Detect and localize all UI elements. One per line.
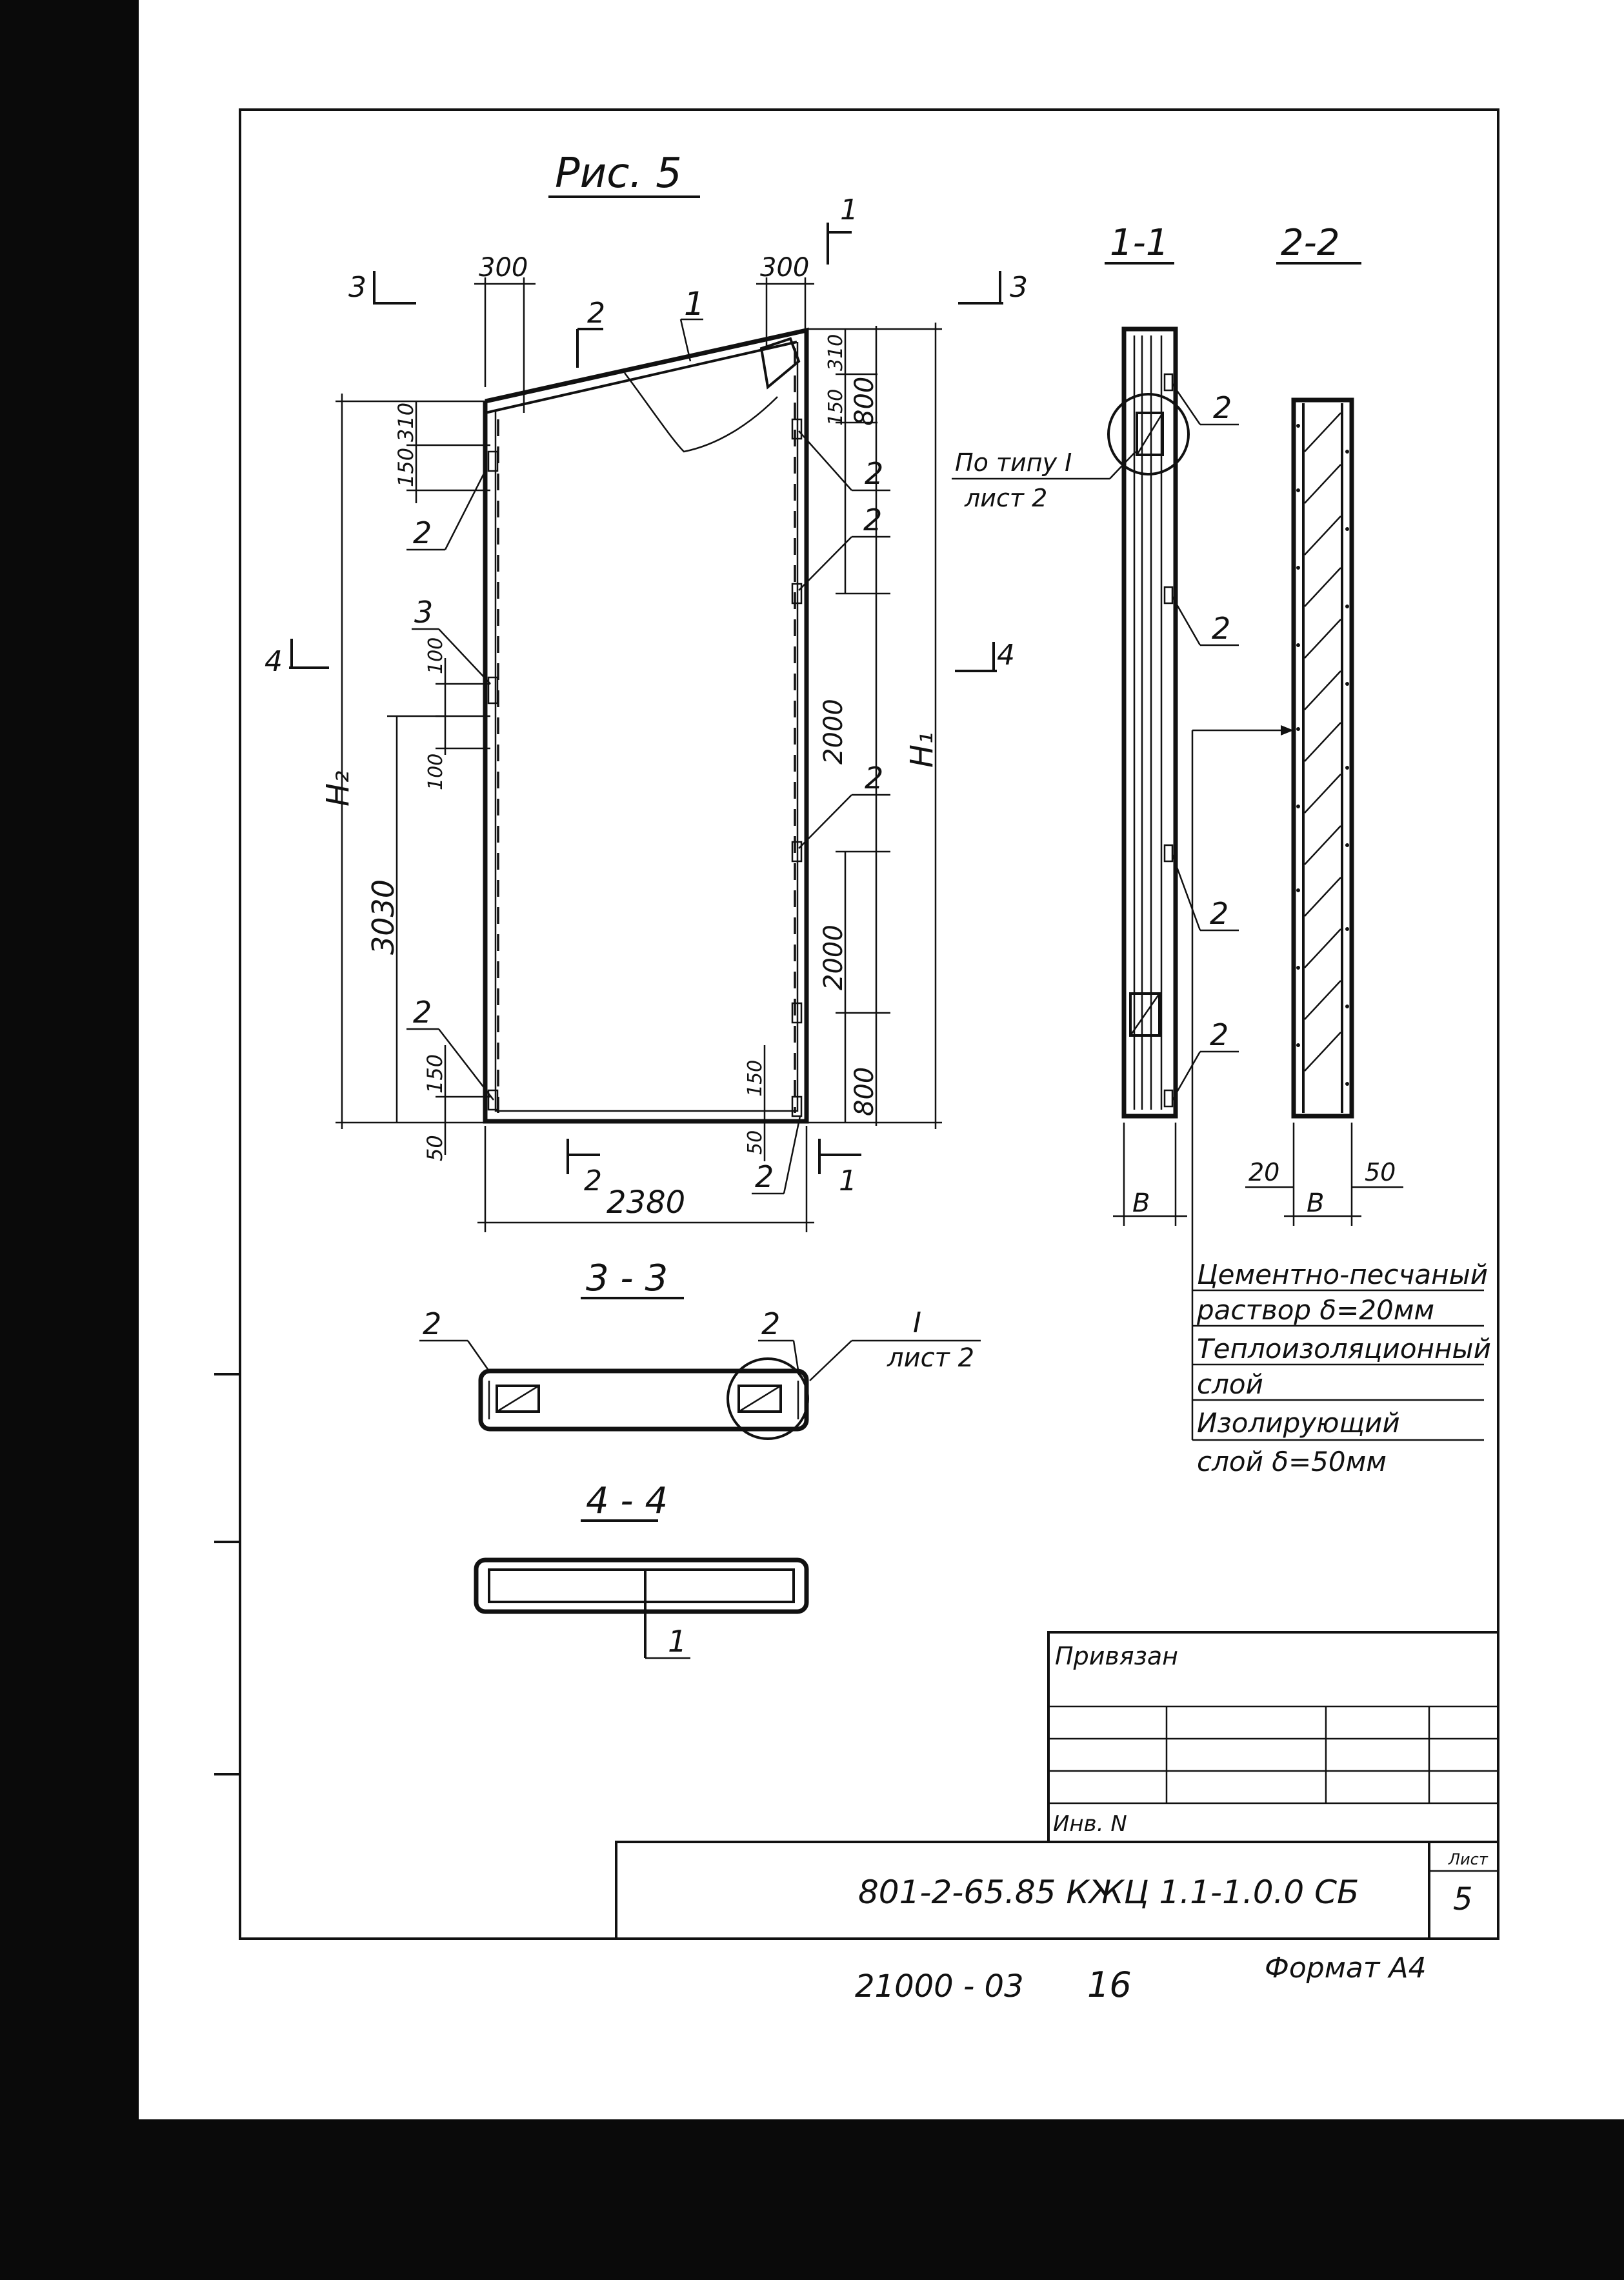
svg-text:1: 1 bbox=[668, 1624, 687, 1659]
svg-text:Теплоизоляционный: Теплоизоляционный bbox=[1197, 1333, 1491, 1365]
svg-text:150: 150 bbox=[394, 447, 418, 487]
svg-text:2: 2 bbox=[863, 503, 883, 537]
svg-text:2: 2 bbox=[1213, 390, 1232, 425]
svg-text:800: 800 bbox=[850, 376, 879, 426]
svg-text:2: 2 bbox=[761, 1306, 781, 1341]
svg-text:B: B bbox=[1307, 1188, 1325, 1218]
svg-text:2: 2 bbox=[865, 456, 884, 491]
footer-format: Формат А4 bbox=[1265, 1952, 1427, 1985]
svg-text:I: I bbox=[913, 1306, 921, 1339]
footer-stamp: 21000 - 03 bbox=[855, 1968, 1024, 2005]
svg-text:H₁: H₁ bbox=[904, 732, 940, 768]
svg-text:2: 2 bbox=[413, 515, 432, 550]
svg-text:1: 1 bbox=[840, 194, 858, 226]
svg-text:H₂: H₂ bbox=[320, 770, 356, 806]
svg-text:800: 800 bbox=[850, 1066, 879, 1116]
svg-text:2000: 2000 bbox=[819, 925, 848, 990]
svg-text:1: 1 bbox=[684, 285, 705, 323]
scan-left-border bbox=[0, 0, 139, 2280]
svg-text:2: 2 bbox=[755, 1159, 774, 1194]
svg-text:3: 3 bbox=[348, 271, 366, 304]
svg-text:4: 4 bbox=[265, 645, 283, 678]
svg-text:50: 50 bbox=[1365, 1158, 1396, 1186]
paper bbox=[139, 0, 1624, 2119]
svg-text:2: 2 bbox=[1210, 896, 1229, 931]
svg-text:лист 2: лист 2 bbox=[887, 1343, 975, 1373]
section-2-2-label: 2-2 bbox=[1281, 222, 1340, 264]
footer-page: 16 bbox=[1087, 1965, 1132, 2005]
sheet-label: Лист bbox=[1449, 1850, 1488, 1868]
svg-text:слой δ=50мм: слой δ=50мм bbox=[1197, 1446, 1387, 1477]
svg-text:2: 2 bbox=[413, 995, 432, 1030]
designation: 801-2-65.85 КЖЦ 1.1-1.0.0 СБ bbox=[858, 1874, 1359, 1911]
svg-text:4: 4 bbox=[997, 639, 1015, 672]
svg-text:2: 2 bbox=[1210, 1017, 1229, 1052]
privyazan-label: Привязан bbox=[1055, 1642, 1178, 1670]
svg-text:100: 100 bbox=[425, 753, 447, 790]
svg-text:2: 2 bbox=[423, 1306, 442, 1341]
svg-text:2380: 2380 bbox=[606, 1185, 686, 1221]
svg-text:100: 100 bbox=[425, 637, 447, 674]
sheet-number: 5 bbox=[1453, 1881, 1473, 1917]
svg-text:50: 50 bbox=[744, 1130, 767, 1155]
svg-text:150: 150 bbox=[423, 1054, 447, 1094]
svg-text:B: B bbox=[1132, 1188, 1150, 1218]
svg-text:20: 20 bbox=[1248, 1158, 1280, 1186]
svg-text:раствор δ=20мм: раствор δ=20мм bbox=[1197, 1294, 1435, 1326]
figure-title: Рис. 5 bbox=[555, 150, 682, 197]
svg-text:310: 310 bbox=[394, 402, 418, 442]
svg-text:1: 1 bbox=[839, 1165, 857, 1197]
svg-text:300: 300 bbox=[479, 253, 528, 283]
svg-text:50: 50 bbox=[423, 1135, 447, 1161]
svg-text:3030: 3030 bbox=[366, 879, 401, 955]
scan-bottom-border bbox=[0, 2119, 1624, 2280]
section-4-4-label: 4 - 4 bbox=[586, 1480, 668, 1522]
section-1-1-label: 1-1 bbox=[1110, 222, 1169, 264]
svg-text:Изолирующий: Изолирующий bbox=[1197, 1407, 1400, 1439]
svg-text:2: 2 bbox=[865, 761, 884, 795]
svg-text:300: 300 bbox=[760, 253, 810, 283]
svg-text:310: 310 bbox=[825, 334, 847, 371]
svg-text:2: 2 bbox=[584, 1165, 602, 1197]
svg-text:3: 3 bbox=[1010, 271, 1028, 304]
svg-text:2: 2 bbox=[587, 297, 605, 330]
svg-text:По типу I: По типу I bbox=[955, 448, 1072, 477]
svg-text:150: 150 bbox=[744, 1059, 767, 1097]
svg-text:Цементно-песчаный: Цементно-песчаный bbox=[1197, 1259, 1489, 1290]
svg-text:слой: слой bbox=[1197, 1368, 1263, 1400]
svg-text:150: 150 bbox=[825, 388, 847, 426]
svg-text:2: 2 bbox=[1212, 611, 1231, 646]
svg-text:3: 3 bbox=[414, 595, 434, 630]
section-3-3-label: 3 - 3 bbox=[586, 1257, 668, 1299]
svg-text:2000: 2000 bbox=[819, 699, 848, 765]
svg-text:лист 2: лист 2 bbox=[965, 484, 1048, 512]
inv-no-label: Инв. N bbox=[1053, 1811, 1127, 1837]
